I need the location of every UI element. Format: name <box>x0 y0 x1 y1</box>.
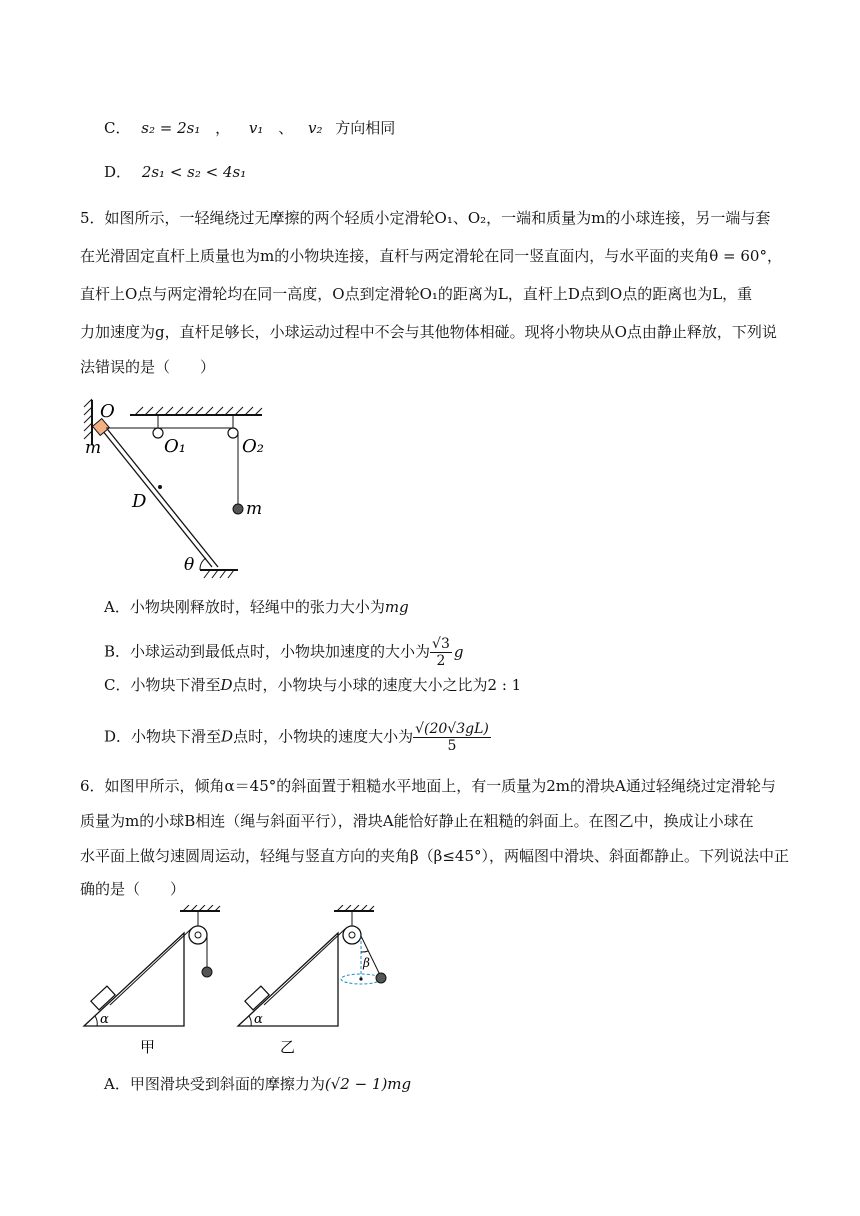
q6-incline-figures <box>80 905 410 1065</box>
q4-option-c <box>104 117 395 139</box>
fraction-numerator: √3 <box>432 636 450 652</box>
math-expression: s₂ = 2s₁ <box>141 119 201 137</box>
option-letter: D． <box>104 163 132 181</box>
label-O1: O₁ <box>164 436 186 457</box>
q5-line-5: 法错误的是（ ） <box>80 358 216 376</box>
option-letter: C． <box>104 119 131 137</box>
option-text: D．小物块下滑至 <box>104 727 222 746</box>
math-v2: v₂ <box>308 119 323 137</box>
label-O: O <box>100 401 115 422</box>
label-O2: O₂ <box>242 436 264 457</box>
q6-line-1: 6．如图甲所示，倾角α＝45°的斜面置于粗糙水平地面上，有一质量为2m的滑块A通过轻绳绕过定滑轮与 <box>80 777 776 795</box>
figure-jia <box>84 905 220 1056</box>
label-jia: 甲 <box>140 1038 156 1056</box>
q5-line-2: 在光滑固定直杆上质量也为m的小物块连接，直杆与两定滑轮在同一竖直面内，与水平面的夹角θ = 60°， <box>80 247 782 265</box>
label-D: D <box>132 491 147 512</box>
label-theta: θ <box>184 555 195 575</box>
label-m-right: m <box>246 499 263 519</box>
fraction-denominator: 5 <box>447 738 457 754</box>
label-m-left: m <box>85 438 102 458</box>
q5-option-d <box>104 721 491 754</box>
math-expression: (√2 − 1)mg <box>324 1075 412 1093</box>
q6-line-4: 确的是（ ） <box>80 880 186 898</box>
q5-line-4: 力加速度为g，直杆足够长，小球运动过程中不会与其他物体相碰。现将小物块从O点由静止释放，下列说 <box>80 323 777 341</box>
math-d: D <box>220 676 233 694</box>
q5-option-b <box>104 636 463 669</box>
figure-yi <box>238 905 386 1056</box>
q5-line-1: 5．如图所示，一轻绳绕过无摩擦的两个轻质小定滑轮O₁、O₂，一端和质量为m的小球连接，另一端与套 <box>80 209 771 227</box>
q5-line-3: 直杆上O点与两定滑轮均在同一高度，O点到定滑轮O₁的距离为L，直杆上D点到O点的距离也为L，重 <box>80 285 753 303</box>
q4-option-d <box>104 161 246 183</box>
option-text: A．甲图滑块受到斜面的摩擦力为 <box>104 1075 325 1093</box>
label-alpha-right: α <box>254 1012 263 1027</box>
math-g: g <box>453 642 464 661</box>
label-yi: 乙 <box>280 1038 296 1056</box>
separator: 、 <box>278 119 294 137</box>
math-expression: 2s₁ < s₂ < 4s₁ <box>141 163 247 181</box>
fraction <box>413 721 491 754</box>
option-text: 点时，小物块的速度大小为 <box>233 727 414 746</box>
option-text: A．小物块刚释放时，轻绳中的张力大小为 <box>104 598 385 616</box>
option-text: C．小物块下滑至 <box>104 676 221 694</box>
math-expression: mg <box>384 598 409 616</box>
q6-option-a <box>104 1073 411 1095</box>
q5-pulley-figure <box>80 395 280 580</box>
fraction-numerator: √(20√3gL) <box>415 721 489 737</box>
fraction-denominator: 2 <box>436 653 446 669</box>
q5-option-c <box>104 674 521 696</box>
math-d: D <box>221 727 234 746</box>
math-v1: v₁ <box>248 119 264 137</box>
label-beta: β <box>363 956 370 970</box>
option-text: 点时，小物块与小球的速度大小之比为2 : 1 <box>232 676 522 694</box>
separator: ， <box>215 119 231 137</box>
label-alpha-left: α <box>100 1012 109 1027</box>
option-text: 方向相同 <box>335 119 396 137</box>
option-text: B．小球运动到最低点时，小物块加速度的大小为 <box>104 642 431 661</box>
q5-option-a <box>104 596 409 618</box>
fraction <box>430 636 452 669</box>
q6-line-2: 质量为m的小球B相连（绳与斜面平行），滑块A能恰好静止在粗糙的斜面上。在图乙中，换成让小球在 <box>80 812 754 830</box>
q6-line-3: 水平面上做匀速圆周运动，轻绳与竖直方向的夹角β（β≤45°），两幅图中滑块、斜面都静止。下列说法中正 <box>80 847 790 865</box>
